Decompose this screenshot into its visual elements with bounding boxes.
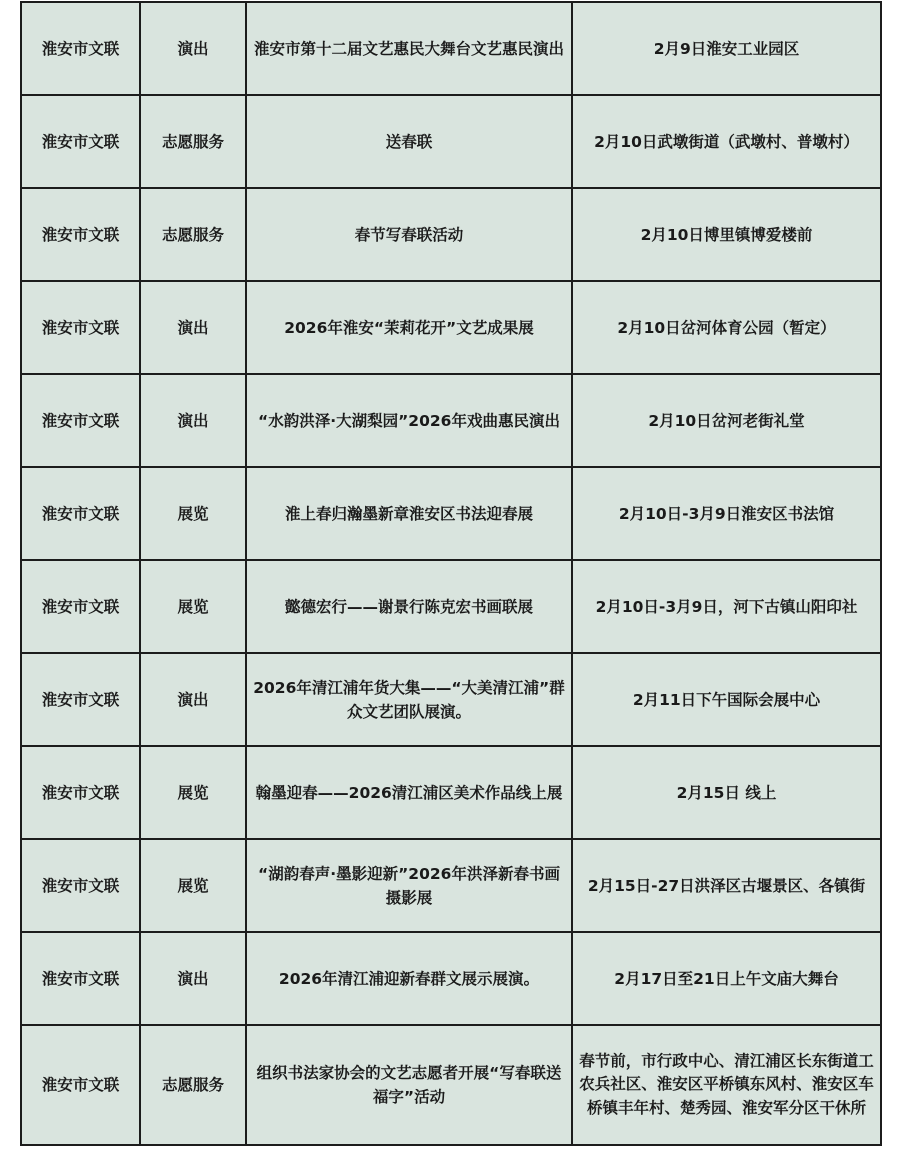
type-cell: 演出 [140,2,246,95]
table-row [21,95,881,188]
organizer-cell: 淮安市文联 [21,560,140,653]
organizer-cell: 淮安市文联 [21,281,140,374]
event-title-cell: “水韵洪泽·大湖梨园”2026年戏曲惠民演出 [246,374,572,467]
type-cell: 演出 [140,653,246,746]
time-location-cell: 2月10日岔河体育公园（暂定） [572,281,881,374]
table-row [21,2,881,95]
table-row [21,1025,881,1145]
organizer-cell: 淮安市文联 [21,932,140,1025]
event-title-cell: 懿德宏行——谢景行陈克宏书画联展 [246,560,572,653]
organizer-cell: 淮安市文联 [21,746,140,839]
organizer-cell: 淮安市文联 [21,467,140,560]
organizer-cell: 淮安市文联 [21,2,140,95]
type-cell: 展览 [140,839,246,932]
table-row [21,281,881,374]
event-title-cell: 淮安市第十二届文艺惠民大舞台文艺惠民演出 [246,2,572,95]
event-title-cell: 2026年清江浦年货大集——“大美清江浦”群众文艺团队展演。 [246,653,572,746]
type-cell: 志愿服务 [140,188,246,281]
table-row [21,932,881,1025]
table-row [21,374,881,467]
type-cell: 展览 [140,746,246,839]
type-cell: 演出 [140,281,246,374]
time-location-cell: 2月10日博里镇博爱楼前 [572,188,881,281]
table-row [21,560,881,653]
time-location-cell: 2月10日-3月9日淮安区书法馆 [572,467,881,560]
type-cell: 展览 [140,560,246,653]
table-row [21,188,881,281]
time-location-cell: 2月10日岔河老街礼堂 [572,374,881,467]
type-cell: 志愿服务 [140,1025,246,1145]
event-title-cell: 翰墨迎春——2026清江浦区美术作品线上展 [246,746,572,839]
time-location-cell: 2月10日-3月9日，河下古镇山阳印社 [572,560,881,653]
organizer-cell: 淮安市文联 [21,374,140,467]
type-cell: 演出 [140,932,246,1025]
event-title-cell: 春节写春联活动 [246,188,572,281]
organizer-cell: 淮安市文联 [21,95,140,188]
event-title-cell: 淮上春归瀚墨新章淮安区书法迎春展 [246,467,572,560]
table-row [21,746,881,839]
event-title-cell: 组织书法家协会的文艺志愿者开展“写春联送福字”活动 [246,1025,572,1145]
event-title-cell: “湖韵春声·墨影迎新”2026年洪泽新春书画摄影展 [246,839,572,932]
table-row [21,467,881,560]
table-row [21,839,881,932]
time-location-cell: 2月9日淮安工业园区 [572,2,881,95]
organizer-cell: 淮安市文联 [21,653,140,746]
events-table [20,1,882,1146]
event-title-cell: 2026年淮安“茉莉花开”文艺成果展 [246,281,572,374]
time-location-cell: 春节前，市行政中心、清江浦区长东街道工农兵社区、淮安区平桥镇东风村、淮安区车桥镇丰年村、楚秀园、淮安军分区干休所 [572,1025,881,1145]
organizer-cell: 淮安市文联 [21,188,140,281]
time-location-cell: 2月10日武墩街道（武墩村、普墩村） [572,95,881,188]
organizer-cell: 淮安市文联 [21,839,140,932]
time-location-cell: 2月11日下午国际会展中心 [572,653,881,746]
time-location-cell: 2月17日至21日上午文庙大舞台 [572,932,881,1025]
type-cell: 志愿服务 [140,95,246,188]
type-cell: 展览 [140,467,246,560]
event-title-cell: 送春联 [246,95,572,188]
organizer-cell: 淮安市文联 [21,1025,140,1145]
time-location-cell: 2月15日-27日洪泽区古堰景区、各镇街 [572,839,881,932]
table-row [21,653,881,746]
type-cell: 演出 [140,374,246,467]
time-location-cell: 2月15日 线上 [572,746,881,839]
event-title-cell: 2026年清江浦迎新春群文展示展演。 [246,932,572,1025]
